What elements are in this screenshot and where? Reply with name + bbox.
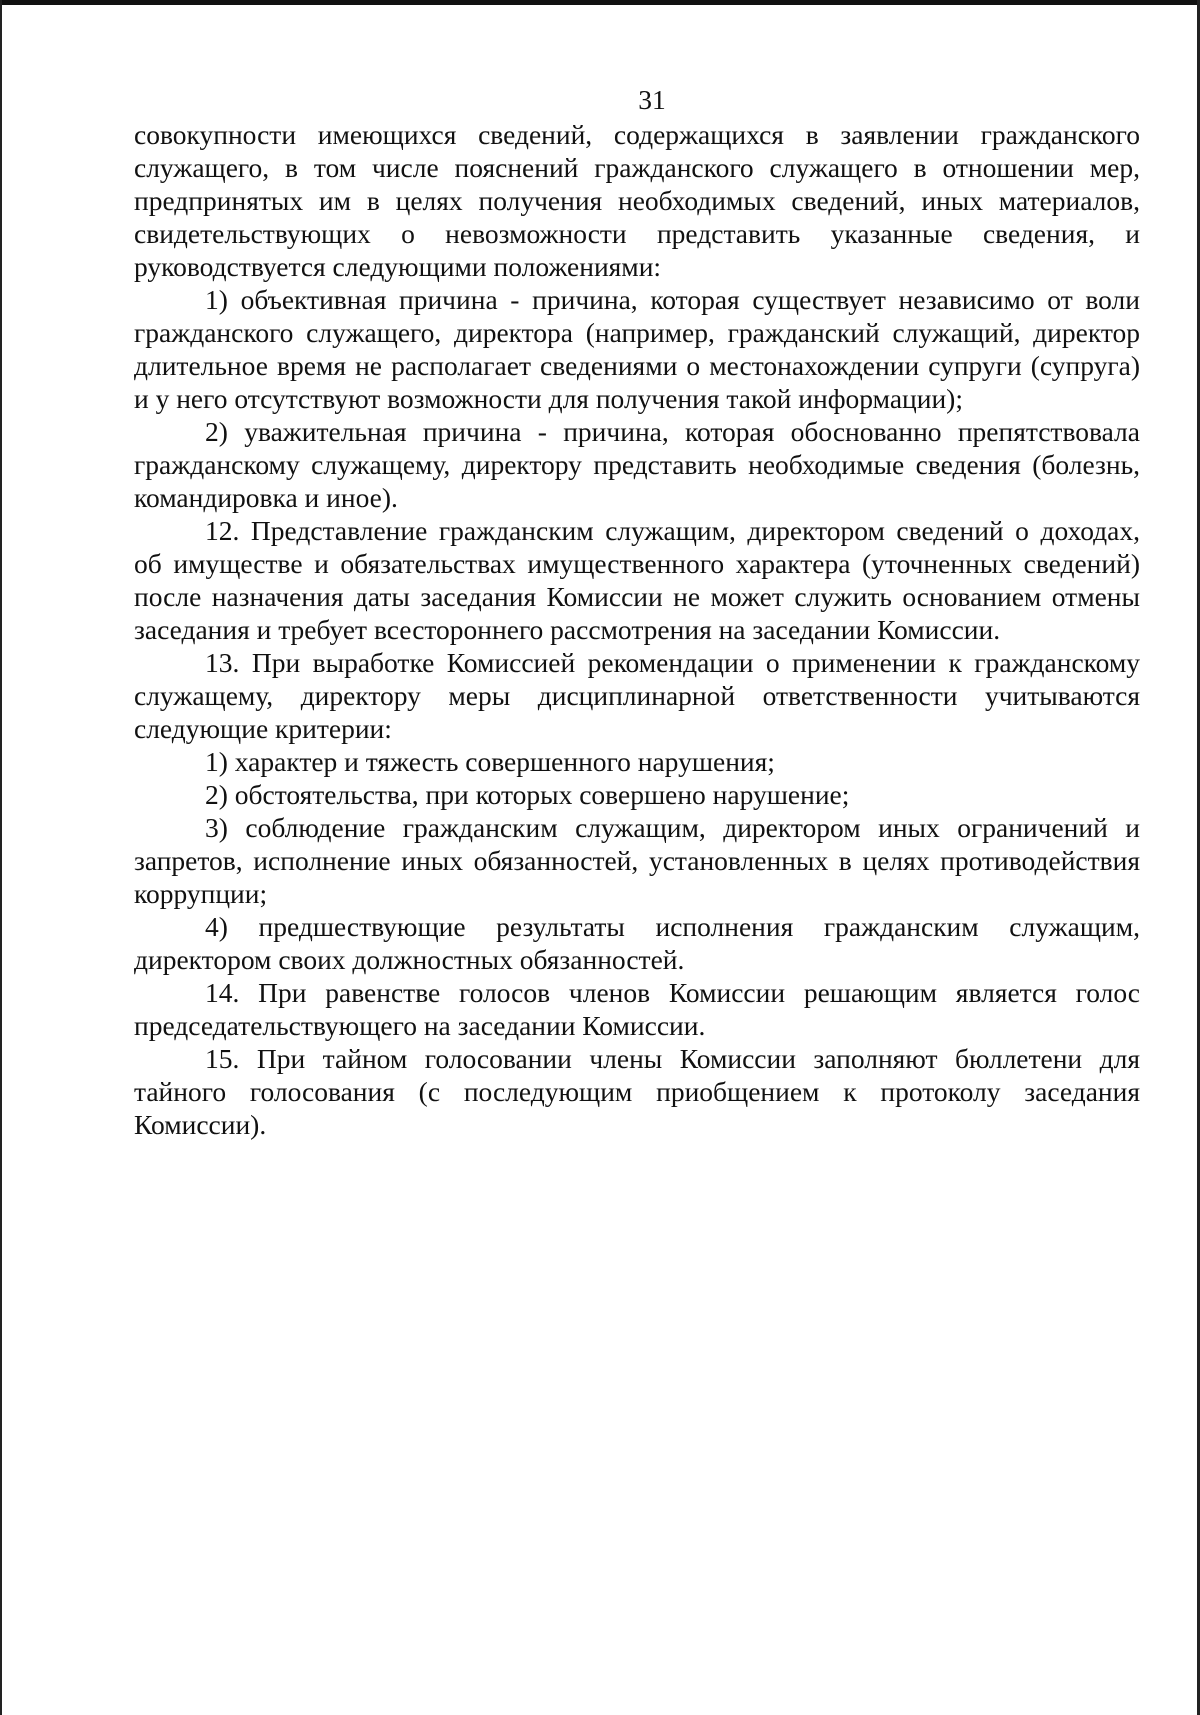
paragraph-continuation: совокупности имеющихся сведений, содержащихся в заявлении гражданского служащего, в том числе пояснений гражданского служащего в отношении мер, предпринятых им в целях получения необходимых сведений, иных материалов, свидетельствующих о невозможности представить указанные сведения, и руководствуется следующими положениями: [134, 119, 1140, 282]
page-number: 31 [638, 84, 666, 115]
paragraph-valid-reason: 2) уважительная причина - причина, которая обоснованно препятствовала гражданскому служащему, директору представить необходимые сведения (болезнь, командировка и иное). [134, 416, 1140, 513]
paragraph-item-15: 15. При тайном голосовании члены Комиссии заполняют бюллетени для тайного голосования (с последующим приобщением к протоколу заседания Комиссии). [134, 1043, 1140, 1140]
criterion-2: 2) обстоятельства, при которых совершено нарушение; [205, 779, 850, 810]
paragraph-item-14: 14. При равенстве голосов членов Комиссии решающим является голос председательствующего на заседании Комиссии. [134, 977, 1140, 1041]
document-page [134, 82, 1140, 1141]
paragraph-item-12: 12. Представление гражданским служащим, директором сведений о доходах, об имуществе и обязательствах имущественного характера (уточненных сведений) после назначения даты заседания Комиссии не может служить основанием отмены заседания и требует всестороннего рассмотрения на заседании Комиссии. [134, 515, 1140, 645]
criterion-3: 3) соблюдение гражданским служащим, директором иных ограничений и запретов, исполнение иных обязанностей, установленных в целях противодействия коррупции; [134, 812, 1140, 909]
scan-border-top [0, 0, 1200, 5]
paragraph-item-13: 13. При выработке Комиссией рекомендации о применении к гражданскому служащему, директору меры дисциплинарной ответственности учитываются следующие критерии: [134, 647, 1140, 744]
criterion-4: 4) предшествующие результаты исполнения гражданским служащим, директором своих должностных обязанностей. [134, 911, 1140, 975]
paragraph-objective-reason: 1) объективная причина - причина, которая существует независимо от воли гражданского служащего, директора (например, гражданский служащий, директор длительное время не располагает сведениями о местонахождении супруги (супруга) и у него отсутствуют возможности для получения такой информации); [134, 284, 1140, 414]
scan-border-left [0, 0, 2, 1715]
criterion-1: 1) характер и тяжесть совершенного нарушения; [205, 746, 775, 777]
